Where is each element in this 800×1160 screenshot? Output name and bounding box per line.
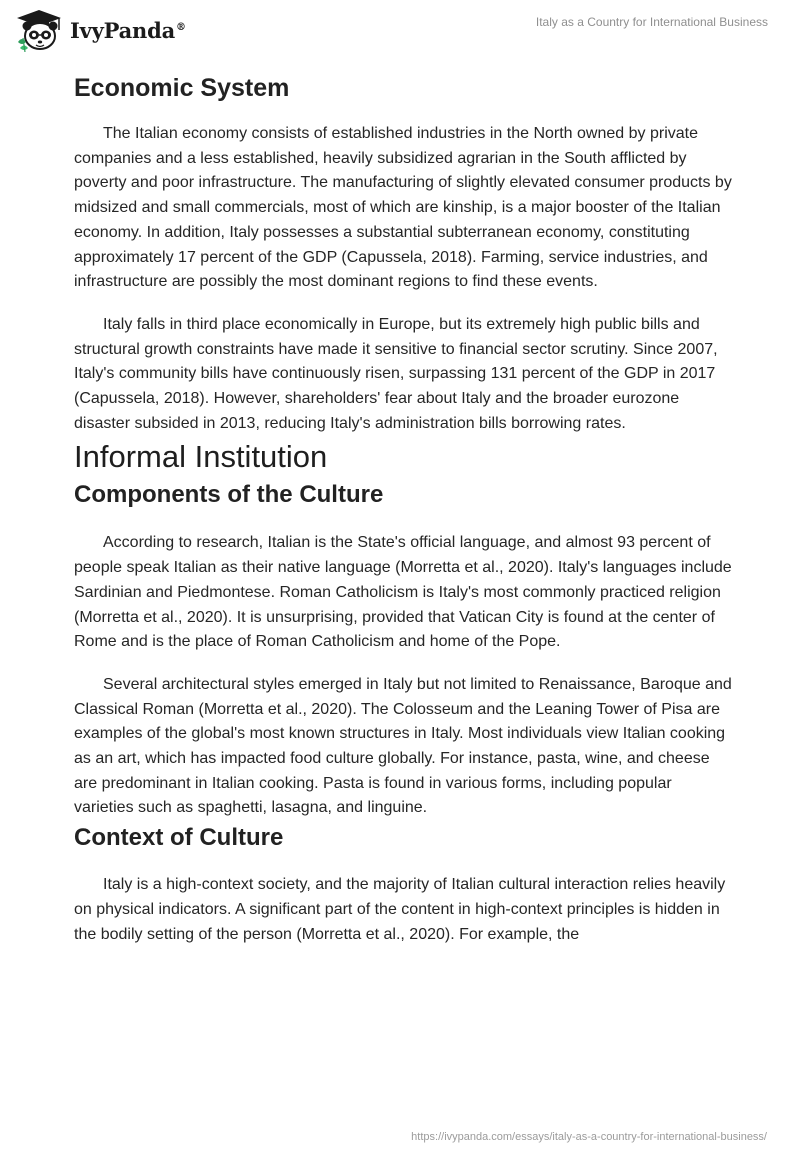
heading-components-of-culture: Components of the Culture bbox=[74, 481, 384, 509]
document-title: Italy as a Country for International Business bbox=[535, 15, 768, 29]
paragraph: Italy falls in third place economically in Europe, but its extremely high public bills and structural growth constraints have made it sensitive to financial sector scrutiny. Since 2007, Italy's community bills have continuously risen, surpassing 131 percent of the GDP in 2017 (Capussela, 2018). However, shareholders' fear about Italy and the broader eurozone disaster subsided in 2013, reducing Italy's administration bills borrowing rates. bbox=[74, 315, 718, 432]
heading-informal-institution: Informal Institution bbox=[74, 439, 328, 475]
heading-context-of-culture: Context of Culture bbox=[74, 824, 284, 852]
brand-name: IvyPanda® bbox=[70, 17, 186, 43]
paragraph: The Italian economy consists of established industries in the North owned by private companies and a less established, heavily subsidized agrarian in the South afflicted by poverty and poor infrastructure. The manufacturing of slightly elevated consumer products by midsized and small commercials, most of which are kinship, is a major booster of the Italian economy. In addition, Italy possesses a substantial subterranean economy, constituting approximately 17 percent of the GDP (Capussela, 2018). Farming, service industries, and infrastructure are possibly the most dominant regions to find these events. bbox=[74, 125, 732, 291]
page-header bbox=[0, 0, 800, 60]
panda-mascot-icon bbox=[14, 8, 64, 52]
article-body bbox=[74, 70, 734, 947]
paragraph: According to research, Italian is the State's official language, and almost 93 percent of people speak Italian as their native language (Morretta et al., 2020). Italy's languages include Sardinian and Piedmontese. Roman Catholicism is Italy's most commonly practiced religion (Morretta et al., 2020). It is unsurprising, provided that Vatican City is found at the center of Rome and is the place of Roman Catholicism and home of the Pope. bbox=[74, 534, 732, 651]
paragraph: Italy is a high-context society, and the majority of Italian cultural interaction relies heavily on physical indicators. A significant part of the content in high-context principles is hidden in the bodily setting of the person (Morretta et al., 2020). For example, the bbox=[74, 876, 726, 943]
source-url-link[interactable]: https://ivypanda.com/essays/italy-as-a-country-for-international-business/ bbox=[411, 1131, 767, 1143]
heading-economic-system: Economic System bbox=[74, 74, 290, 102]
paragraph: Several architectural styles emerged in Italy but not limited to Renaissance, Baroque and Classical Roman (Morretta et al., 2020). The Colosseum and the Leaning Tower of Pisa are examples of the global's most known structures in Italy. Most individuals view Italian cooking as an art, which has impacted food culture globally. For instance, pasta, wine, and cheese are predominant in Italian cooking. Pasta is found in various forms, including popular varieties such as spaghetti, lasagna, and linguine. bbox=[74, 675, 732, 817]
ivypanda-logo[interactable] bbox=[14, 8, 186, 52]
